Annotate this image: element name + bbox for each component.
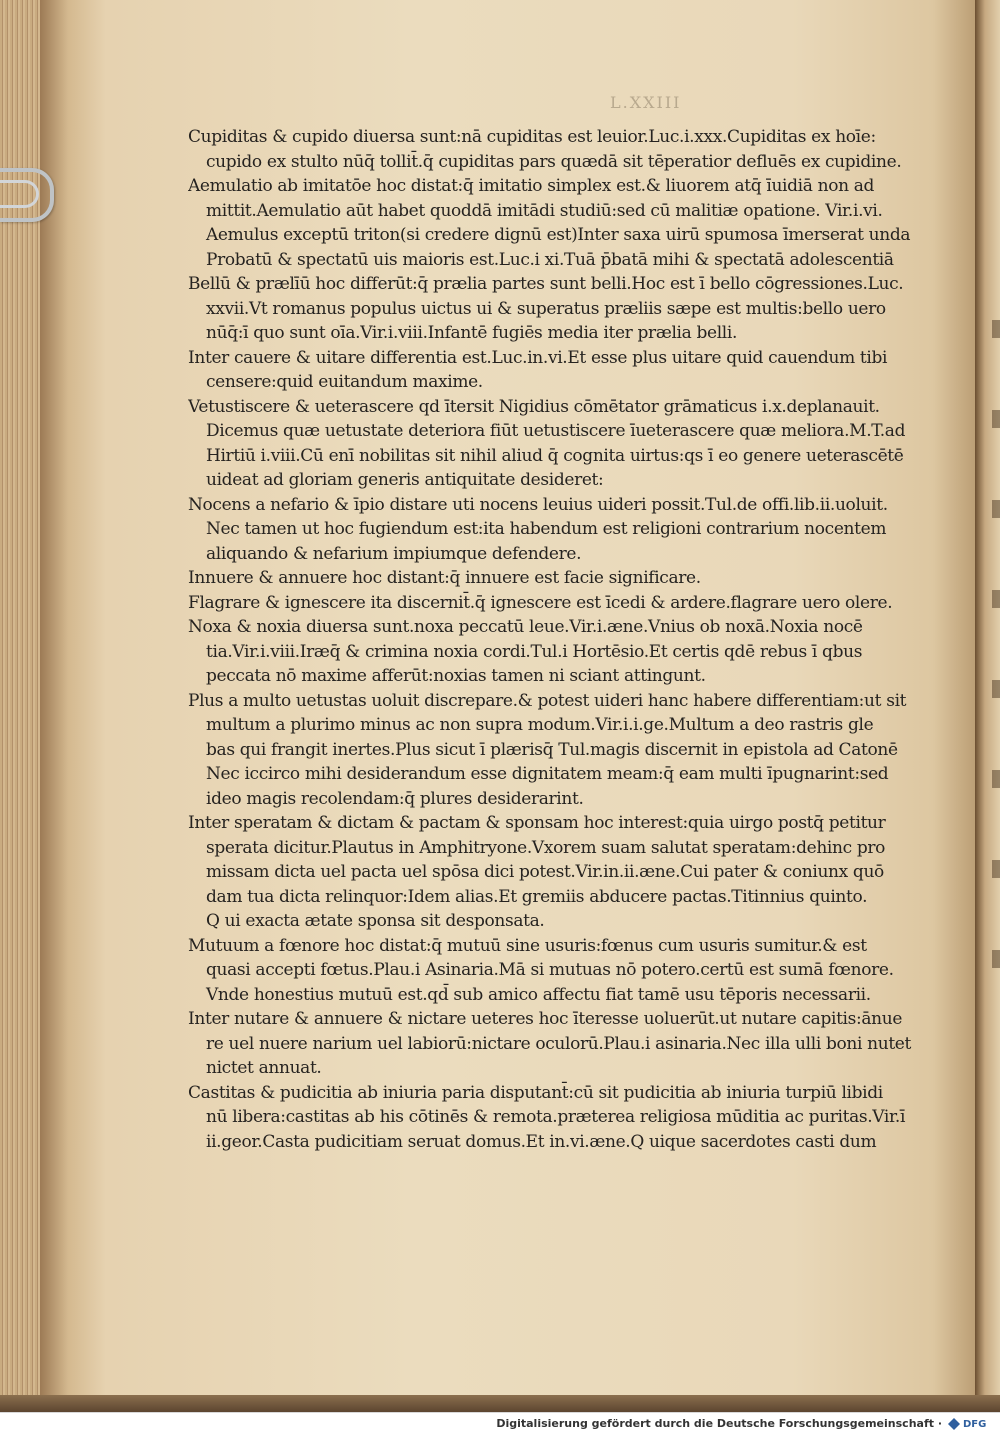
text-line: censere:quid euitandum maxime.: [206, 372, 483, 392]
facing-page-fragment: [992, 280, 1000, 980]
text-line: Bellū & prælīū hoc differūt:q̄ prælia partes sunt belli.Hoc est ī bello cōgressiones.Luc.: [188, 274, 904, 294]
text-line: xxvii.Vt romanus populus uictus ui & superatus præliis sæpe est multis:bello uero: [206, 298, 886, 319]
text-line: tia.Vir.i.viii.Iræq̄ & crimina noxia cordi.Tul.i Hortēsio.Et certis qdē rebus ī qbus: [206, 641, 863, 662]
text-line: Nec tamen ut hoc fugiendum est:ita habendum est religioni contrarium nocentem: [206, 519, 887, 539]
book-bottom-edge: [0, 1395, 1000, 1412]
text-line: cupido ex stulto nūq̄ tollit̄.q̄ cupiditas pars quædā sit tēperatior defluēs ex cupidine.: [206, 151, 902, 172]
text-line: Dicemus quæ uetustate deteriora fiūt uetustiscere īueterascere quæ meliora.M.T.ad: [206, 421, 906, 441]
text-line: Vetustiscere & ueterascere qd ītersit Nigidius cōmētator grāmaticus i.x.deplanauit.: [188, 396, 880, 417]
text-line: dam tua dicta relinquor:Idem alias.Et gremiis abducere pactas.Titinnius quinto.: [206, 886, 868, 907]
text-line: Castitas & pudicitia ab iniuria paria disputant̄:cū sit pudicitia ab iniuria turpiū libidi: [188, 1082, 883, 1103]
text-line: Nocens a nefario & īpio distare uti nocens leuius uideri possit.Tul.de offi.lib.ii.uoluit.: [188, 494, 888, 515]
text-line: Inter cauere & uitare differentia est.Luc.in.vi.Et esse plus uitare quid cauendum tibi: [188, 347, 888, 368]
running-headline: L.XXIII: [610, 93, 682, 112]
text-line: Innuere & annuere hoc distant:q̄ innuere est facie significare.: [188, 568, 701, 588]
text-line: bas qui frangit inertes.Plus sicut ī plærisq̄ Tul.magis discernit in epistola ad Catonē: [206, 739, 898, 760]
dfg-logo-text: DFG: [963, 1418, 987, 1430]
text-line: Probatū & spectatū uis maioris est.Luc.i xi.Tuā p̄batā mihi & spectatā adolescentiā: [206, 249, 894, 270]
text-line: Inter nutare & annuere & nictare ueteres hoc īteresse uoluerūt.ut nutare capitis:ānue: [188, 1009, 903, 1029]
text-line: peccata nō maxime afferūt:noxias tamen ni sciant attingunt.: [206, 666, 706, 686]
text-line: nūq̄:ī quo sunt oīa.Vir.i.viii.Infantē fugiēs media iter prælia belli.: [206, 323, 738, 343]
text-line: Aemulus exceptū triton(si credere dignū est)Inter saxa uirū spumosa īmerserat unda: [206, 225, 911, 245]
dfg-diamond-icon: [948, 1418, 960, 1430]
text-line: Mutuum a fœnore hoc distat:q̄ mutuū sine usuris:fœnus cum usuris sumitur.& est: [188, 935, 867, 956]
text-line: quasi accepti fœtus.Plau.i Asinaria.Mā si mutuas nō potero.certū est sumā fœnore.: [206, 960, 894, 980]
text-line: Plus a multo uetustas uoluit discrepare.& potest uideri hanc habere differentiam:ut sit: [188, 690, 907, 711]
text-line: mittit.Aemulatio aūt habet quoddā imitādi studiū:sed cū malitiæ opatione. Vir.i.vi.: [206, 200, 883, 221]
text-line: ideo magis recolendam:q̄ plures desiderarint.: [206, 788, 584, 809]
text-line: Aemulatio ab imitatōe hoc distat:q̄ imitatio simplex est.& liuorem atq̄ īuidiā non ad: [188, 176, 875, 196]
text-line: nū libera:castitas ab his cōtinēs & remota.præterea religiosa mūditia ac puritas.Vir.ī: [206, 1107, 906, 1127]
text-line: Nec iccirco mihi desiderandum esse dignitatem meam:q̄ eam multi īpugnarint:sed: [206, 764, 889, 784]
text-line: Cupiditas & cupido diuersa sunt:nā cupiditas est leuior.Luc.i.xxx.Cupiditas ex hoīe:: [188, 127, 876, 147]
text-line: missam dicta uel pacta uel spōsa dici potest.Vir.in.ii.æne.Cui pater & coniunx quō: [206, 862, 884, 882]
text-line: sperata dicitur.Plautus in Amphitryone.Vxorem suam salutat speratam:dehinc pro: [206, 837, 886, 858]
text-line: ii.geor.Casta pudicitiam seruat domus.Et in.vi.æne.Q uique sacerdotes casti dum: [206, 1131, 877, 1152]
text-line: Hirtiū i.viii.Cū enī nobilitas sit nihil aliud q̄ cognita uirtus:qs ī eo genere ueterascētē: [206, 445, 904, 466]
text-line: Flagrare & ignescere ita discernit̄.q̄ ignescere est īcedi & ardere.flagrare uero olere.: [188, 592, 893, 613]
funding-credit: Digitalisierung gefördert durch die Deutsche Forschungsgemeinschaft ·: [496, 1417, 942, 1430]
digitization-footer: [0, 1412, 1000, 1436]
dfg-logo: [948, 1416, 992, 1432]
text-line: Inter speratam & dictam & pactam & sponsam hoc interest:quia uirgo postq̄ petitur: [188, 813, 886, 833]
text-line: Noxa & noxia diuersa sunt.noxa peccatū leue.Vir.i.æne.Vnius ob noxā.Noxia nocē: [188, 617, 863, 637]
text-line: uideat ad gloriam generis antiquitate desideret:: [206, 470, 604, 490]
text-line: re uel nuere narium uel labiorū:nictare oculorū.Plau.i asinaria.Nec illa ulli boni nutet: [206, 1033, 911, 1054]
text-line: nictet annuat.: [206, 1058, 322, 1078]
text-line: multum a plurimo minus ac non supra modum.Vir.i.i.ge.Multum a deo rastris gle: [206, 715, 874, 735]
text-line: Vnde honestius mutuū est.qd̄ sub amico affectu fiat tamē usu tēporis necessarii.: [206, 984, 871, 1005]
paper-clip-inner-loop: [0, 180, 39, 208]
printed-text-block: [188, 125, 913, 1154]
text-line: Q ui exacta ætate sponsa sit desponsata.: [206, 911, 545, 931]
text-line: aliquando & nefarium impiumque defendere.: [206, 543, 582, 564]
